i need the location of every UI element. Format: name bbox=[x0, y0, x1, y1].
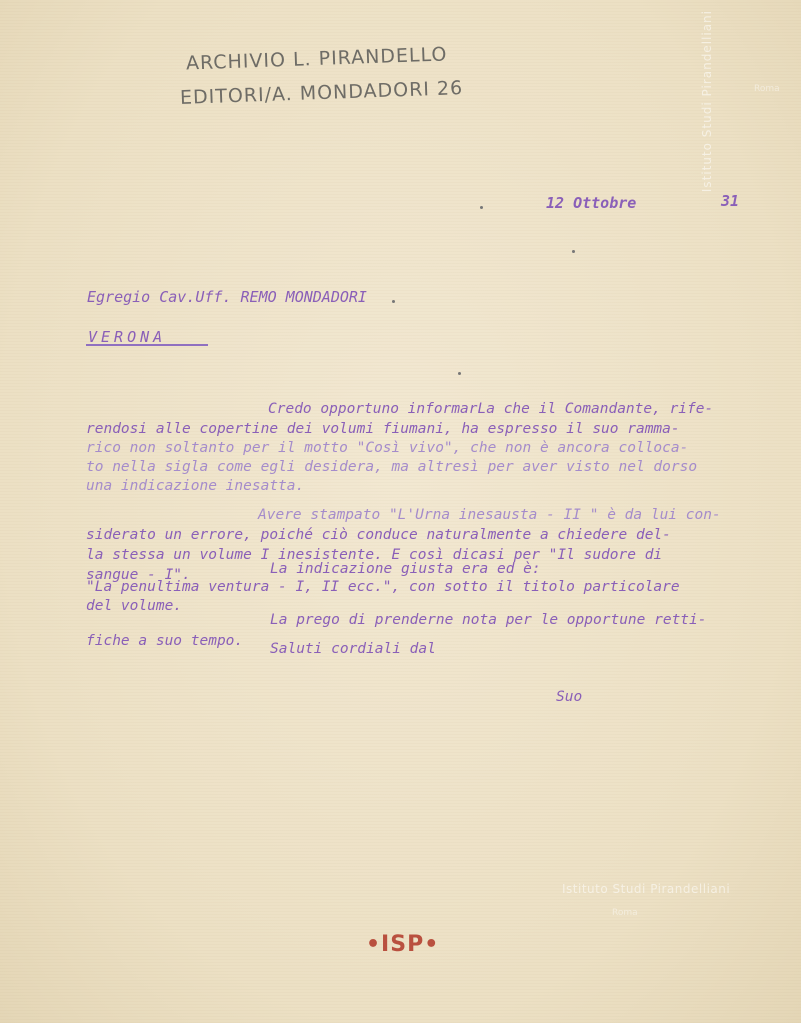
body-line: Avere stampato "L'Urna inesausta - II " è da lui con- bbox=[258, 507, 721, 523]
archive-note-line2: EDITORI/A. MONDADORI 26 bbox=[179, 77, 464, 109]
institute-watermark-bottom-city: Roma bbox=[612, 908, 638, 918]
body-line: sangue - I". bbox=[86, 567, 191, 583]
body-line: Credo opportuno informarLa che il Comandante, rife- bbox=[268, 401, 714, 417]
body-line: del volume. bbox=[86, 598, 183, 614]
body-line: La indicazione giusta era ed è: bbox=[270, 561, 541, 577]
paper-speck bbox=[480, 206, 483, 209]
institute-watermark-side-city: Roma bbox=[754, 84, 780, 94]
body-line: la stessa un volume I inesistente. E così dicasi per "Il sudore di bbox=[86, 547, 663, 563]
body-line: fiche a suo tempo. bbox=[86, 633, 244, 649]
paper-speck bbox=[392, 300, 395, 303]
letter-year: 31 bbox=[721, 192, 740, 210]
body-line: "La penultima ventura - I, II ecc.", con sotto il titolo particolare bbox=[86, 579, 680, 595]
paper-speck bbox=[458, 372, 461, 375]
body-line: siderato un errore, poiché ciò conduce naturalmente a chiedere del- bbox=[86, 527, 671, 543]
archive-note-line1: ARCHIVIO L. PIRANDELLO bbox=[185, 43, 448, 75]
body-line: rico non soltanto per il motto "Così vivo", che non è ancora colloca- bbox=[86, 440, 689, 456]
city-underline bbox=[86, 344, 208, 346]
recipient-city: VERONA bbox=[88, 328, 167, 346]
body-line: Saluti cordiali dal bbox=[270, 641, 436, 657]
body-line: rendosi alle copertine dei volumi fiumani, ha espresso il suo ramma- bbox=[86, 421, 680, 437]
paper-speck bbox=[572, 250, 575, 253]
recipient-salutation: Egregio Cav.Uff. REMO MONDADORI bbox=[87, 288, 367, 306]
closing: Suo bbox=[556, 689, 583, 705]
institute-watermark-side: Istituto Studi Pirandelliani bbox=[700, 10, 714, 193]
body-line: una indicazione inesatta. bbox=[86, 478, 305, 494]
isp-logo: •ISP• bbox=[366, 932, 440, 957]
letter-date: 12 Ottobre bbox=[546, 194, 637, 212]
institute-watermark-bottom: Istituto Studi Pirandelliani bbox=[562, 882, 731, 896]
body-line: to nella sigla come egli desidera, ma altresì per aver visto nel dorso bbox=[86, 459, 698, 475]
body-line: La prego di prenderne nota per le opportune retti- bbox=[270, 612, 707, 628]
